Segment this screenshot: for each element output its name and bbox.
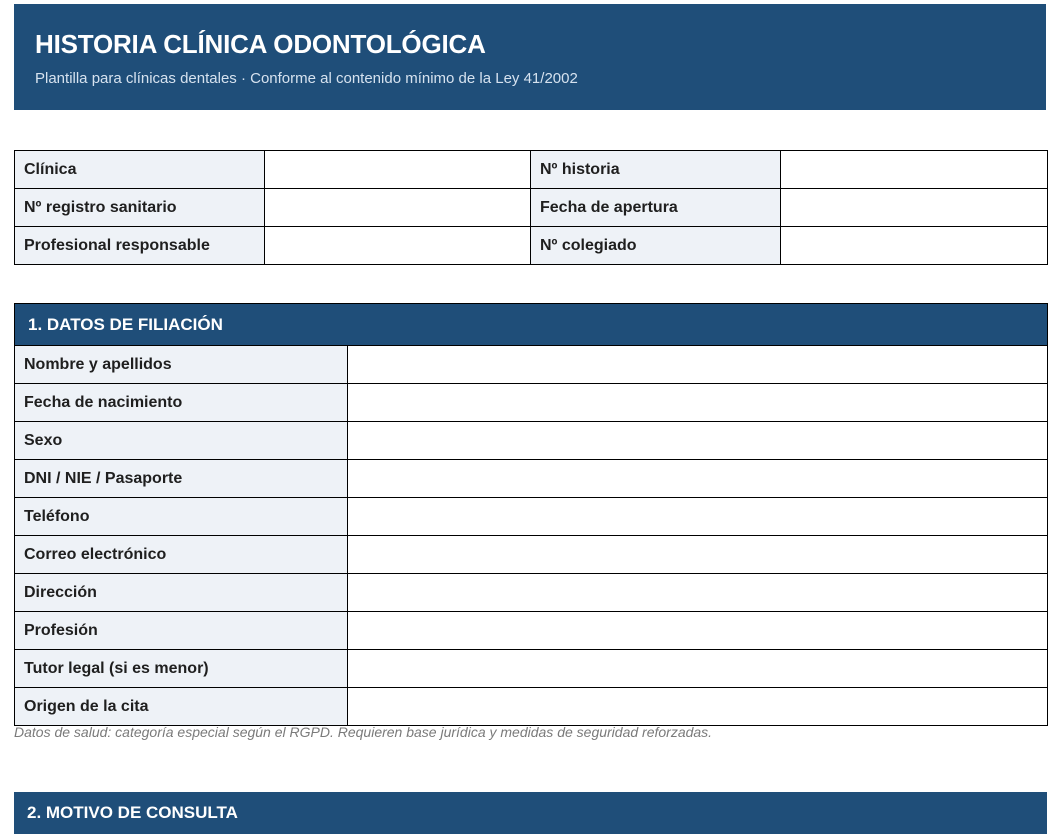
birth-date-label: Fecha de nacimiento: [15, 384, 348, 422]
license-number-field[interactable]: [781, 227, 1048, 265]
section-title: 1. DATOS DE FILIACIÓN: [15, 304, 1048, 346]
full-name-field[interactable]: [348, 346, 1048, 384]
phone-field[interactable]: [348, 498, 1048, 536]
sex-field[interactable]: [348, 422, 1048, 460]
table-row: [15, 384, 1048, 422]
section-header: [15, 304, 1048, 346]
table-row: [15, 460, 1048, 498]
health-registry-field[interactable]: [265, 189, 531, 227]
address-field[interactable]: [348, 574, 1048, 612]
legal-guardian-field[interactable]: [348, 650, 1048, 688]
id-document-field[interactable]: [348, 460, 1048, 498]
legal-guardian-label: Tutor legal (si es menor): [15, 650, 348, 688]
page-title: HISTORIA CLÍNICA ODONTOLÓGICA: [35, 29, 486, 59]
table-row: [15, 536, 1048, 574]
table-row: [15, 688, 1048, 726]
table-row: [15, 346, 1048, 384]
clinic-label: Clínica: [15, 151, 265, 189]
header-banner: [14, 4, 1046, 110]
profession-field[interactable]: [348, 612, 1048, 650]
phone-label: Teléfono: [15, 498, 348, 536]
responsible-professional-label: Profesional responsable: [15, 227, 265, 265]
id-document-label: DNI / NIE / Pasaporte: [15, 460, 348, 498]
section-motivo-header: [14, 792, 1047, 834]
responsible-professional-field[interactable]: [265, 227, 531, 265]
clinic-field[interactable]: [265, 151, 531, 189]
appointment-origin-label: Origen de la cita: [15, 688, 348, 726]
history-number-label: Nº historia: [531, 151, 781, 189]
profession-label: Profesión: [15, 612, 348, 650]
info-row: [15, 151, 1048, 189]
address-label: Dirección: [15, 574, 348, 612]
opening-date-label: Fecha de apertura: [531, 189, 781, 227]
gdpr-note: Datos de salud: categoría especial según el RGPD. Requieren base jurídica y medidas de seguridad reforzadas.: [14, 724, 713, 740]
page-subtitle: Plantilla para clínicas dentales · Conforme al contenido mínimo de la Ley 41/2002: [35, 70, 578, 87]
sex-label: Sexo: [15, 422, 348, 460]
info-row: [15, 227, 1048, 265]
section-title: 2. MOTIVO DE CONSULTA: [27, 803, 238, 822]
license-number-label: Nº colegiado: [531, 227, 781, 265]
clinic-info-table: [14, 150, 1048, 265]
email-label: Correo electrónico: [15, 536, 348, 574]
health-registry-label: Nº registro sanitario: [15, 189, 265, 227]
table-row: [15, 612, 1048, 650]
full-name-label: Nombre y apellidos: [15, 346, 348, 384]
appointment-origin-field[interactable]: [348, 688, 1048, 726]
info-row: [15, 189, 1048, 227]
opening-date-field[interactable]: [781, 189, 1048, 227]
email-field[interactable]: [348, 536, 1048, 574]
history-number-field[interactable]: [781, 151, 1048, 189]
table-row: [15, 650, 1048, 688]
table-row: [15, 422, 1048, 460]
section-filiacion-table: [14, 303, 1048, 726]
table-row: [15, 498, 1048, 536]
birth-date-field[interactable]: [348, 384, 1048, 422]
table-row: [15, 574, 1048, 612]
